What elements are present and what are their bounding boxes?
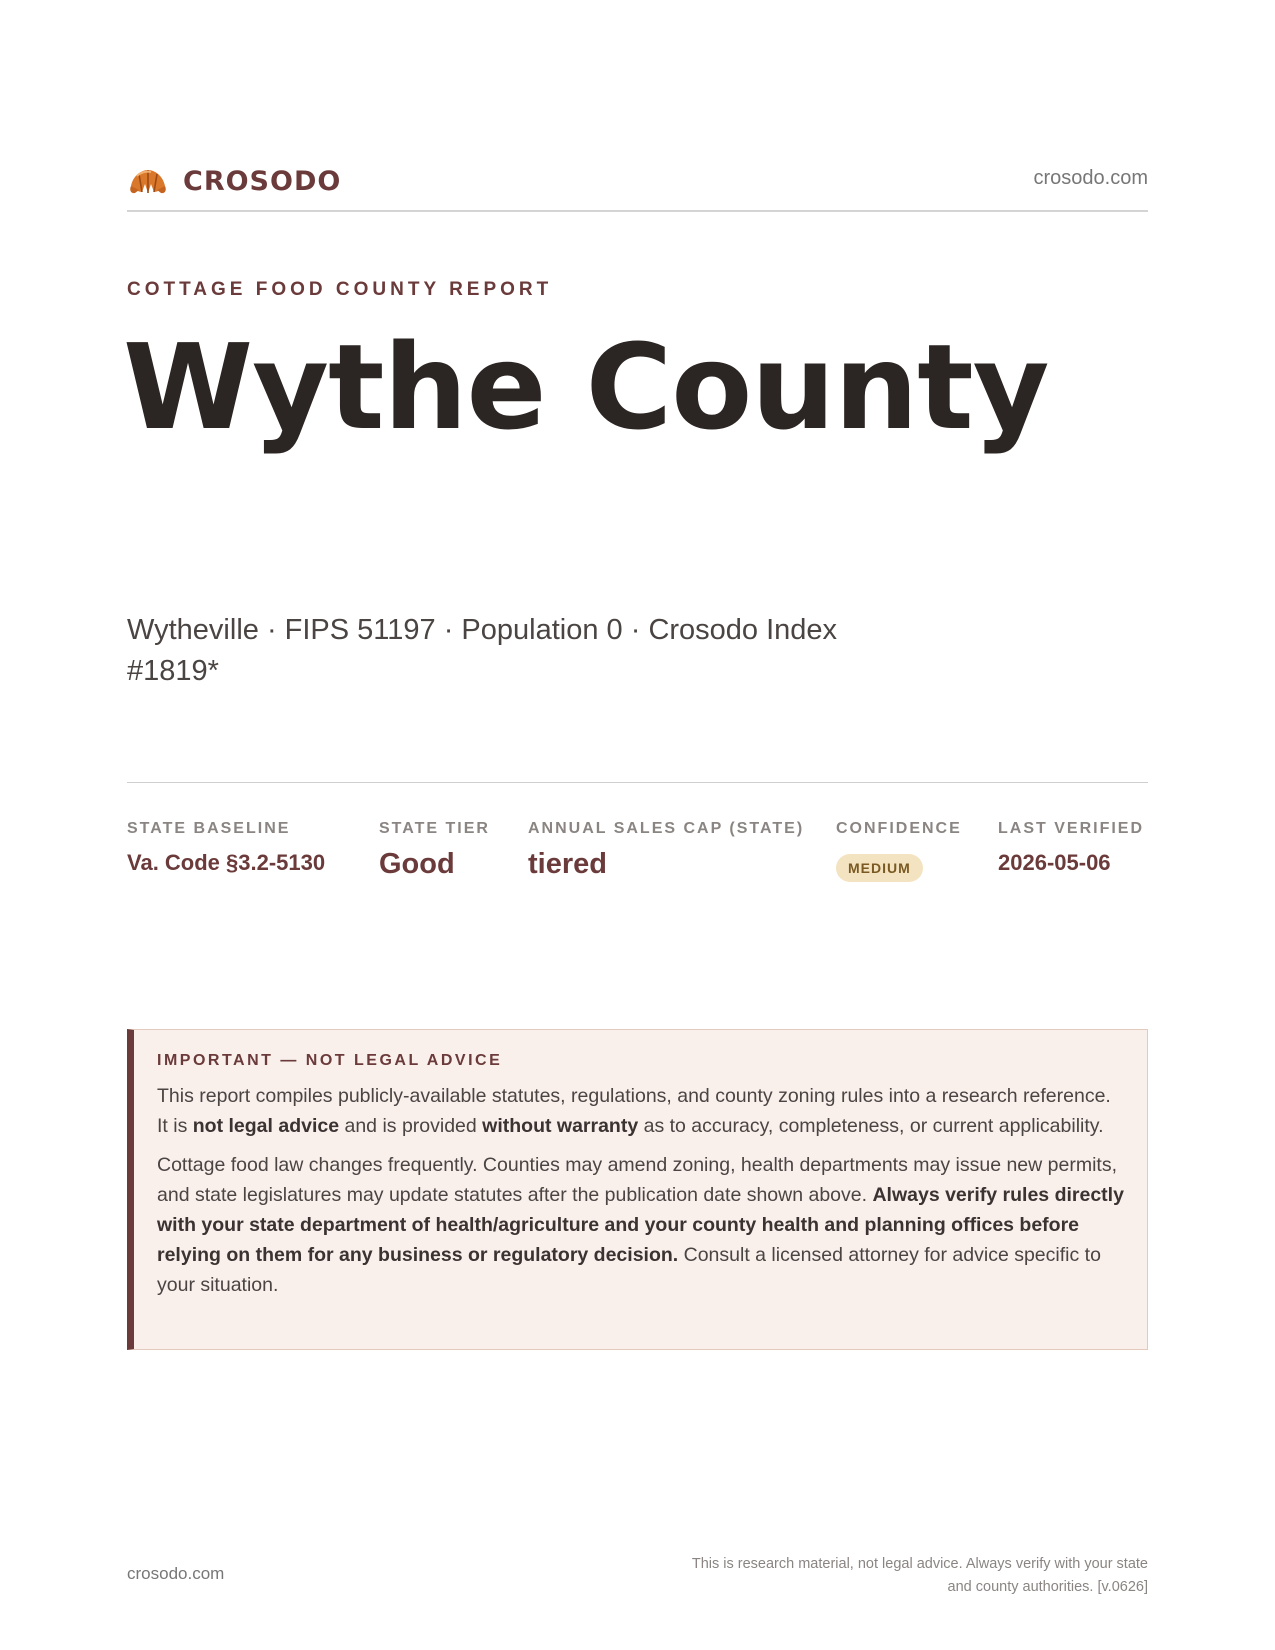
stat-label: LAST VERIFIED bbox=[998, 820, 1145, 837]
notice-emphasis: not legal advice bbox=[192, 1115, 340, 1137]
page-title: Wythe County bbox=[123, 318, 1049, 456]
notice-text: and is provided bbox=[339, 1115, 483, 1137]
stat-value: Good bbox=[379, 848, 455, 880]
confidence-badge: MEDIUM bbox=[836, 854, 923, 882]
stat-state-tier bbox=[379, 820, 490, 881]
site-url-link[interactable]: crosodo.com bbox=[1033, 167, 1148, 189]
header-divider bbox=[127, 210, 1148, 212]
stat-confidence bbox=[836, 820, 962, 882]
notice-paragraph bbox=[157, 1150, 1125, 1300]
stat-label: STATE TIER bbox=[379, 820, 490, 837]
page-header bbox=[127, 158, 1148, 206]
notice-emphasis: without warranty bbox=[482, 1115, 639, 1137]
footer-disclaimer-line: and county authorities. [v.0626] bbox=[947, 1579, 1148, 1595]
stat-value: 2026-05-06 bbox=[998, 850, 1111, 875]
legal-notice bbox=[127, 1029, 1148, 1350]
notice-title: IMPORTANT — NOT LEGAL ADVICE bbox=[157, 1052, 503, 1069]
notice-text: Consult a licensed attorney for advice specific to your situation. bbox=[157, 1244, 1101, 1296]
report-eyebrow: COTTAGE FOOD COUNTY REPORT bbox=[127, 279, 553, 300]
stat-value: Va. Code §3.2-5130 bbox=[127, 850, 326, 875]
notice-paragraph bbox=[157, 1081, 1125, 1141]
footer-disclaimer bbox=[628, 1553, 1148, 1599]
report-page bbox=[123, 0, 1148, 1650]
brand-name: CROSODO bbox=[183, 165, 342, 197]
croissant-icon bbox=[127, 160, 169, 202]
notice-text: as to accuracy, completeness, or current applicability. bbox=[638, 1115, 1104, 1137]
county-subtitle: Wytheville · FIPS 51197 · Population 0 · Crosodo Index #1819* bbox=[127, 614, 838, 687]
footer-site-url[interactable]: crosodo.com bbox=[127, 1564, 225, 1583]
brand[interactable] bbox=[127, 160, 341, 202]
stat-last-verified bbox=[998, 820, 1144, 876]
stat-label: CONFIDENCE bbox=[836, 820, 962, 837]
stat-label: STATE BASELINE bbox=[127, 820, 291, 837]
stat-state-baseline bbox=[127, 820, 325, 876]
notice-text: This report compiles publicly-available statutes, regulations, and county zoning rules into a research reference. It is bbox=[157, 1085, 1111, 1137]
stat-label: ANNUAL SALES CAP (STATE) bbox=[528, 820, 805, 837]
stat-value: tiered bbox=[528, 848, 607, 880]
footer-disclaimer-line: This is research material, not legal advice. Always verify with your state bbox=[691, 1556, 1148, 1572]
stats-divider bbox=[127, 782, 1148, 783]
stat-sales-cap bbox=[528, 820, 804, 881]
notice-text: Cottage food law changes frequently. Counties may amend zoning, health departments may issue new permits, and state legislatures may update statutes after the publication date shown above. bbox=[157, 1154, 1117, 1206]
notice-emphasis: Always verify rules directly with your state department of health/agriculture and your county health and planning offices before relying on them for any business or regulatory decision. bbox=[157, 1184, 1124, 1266]
